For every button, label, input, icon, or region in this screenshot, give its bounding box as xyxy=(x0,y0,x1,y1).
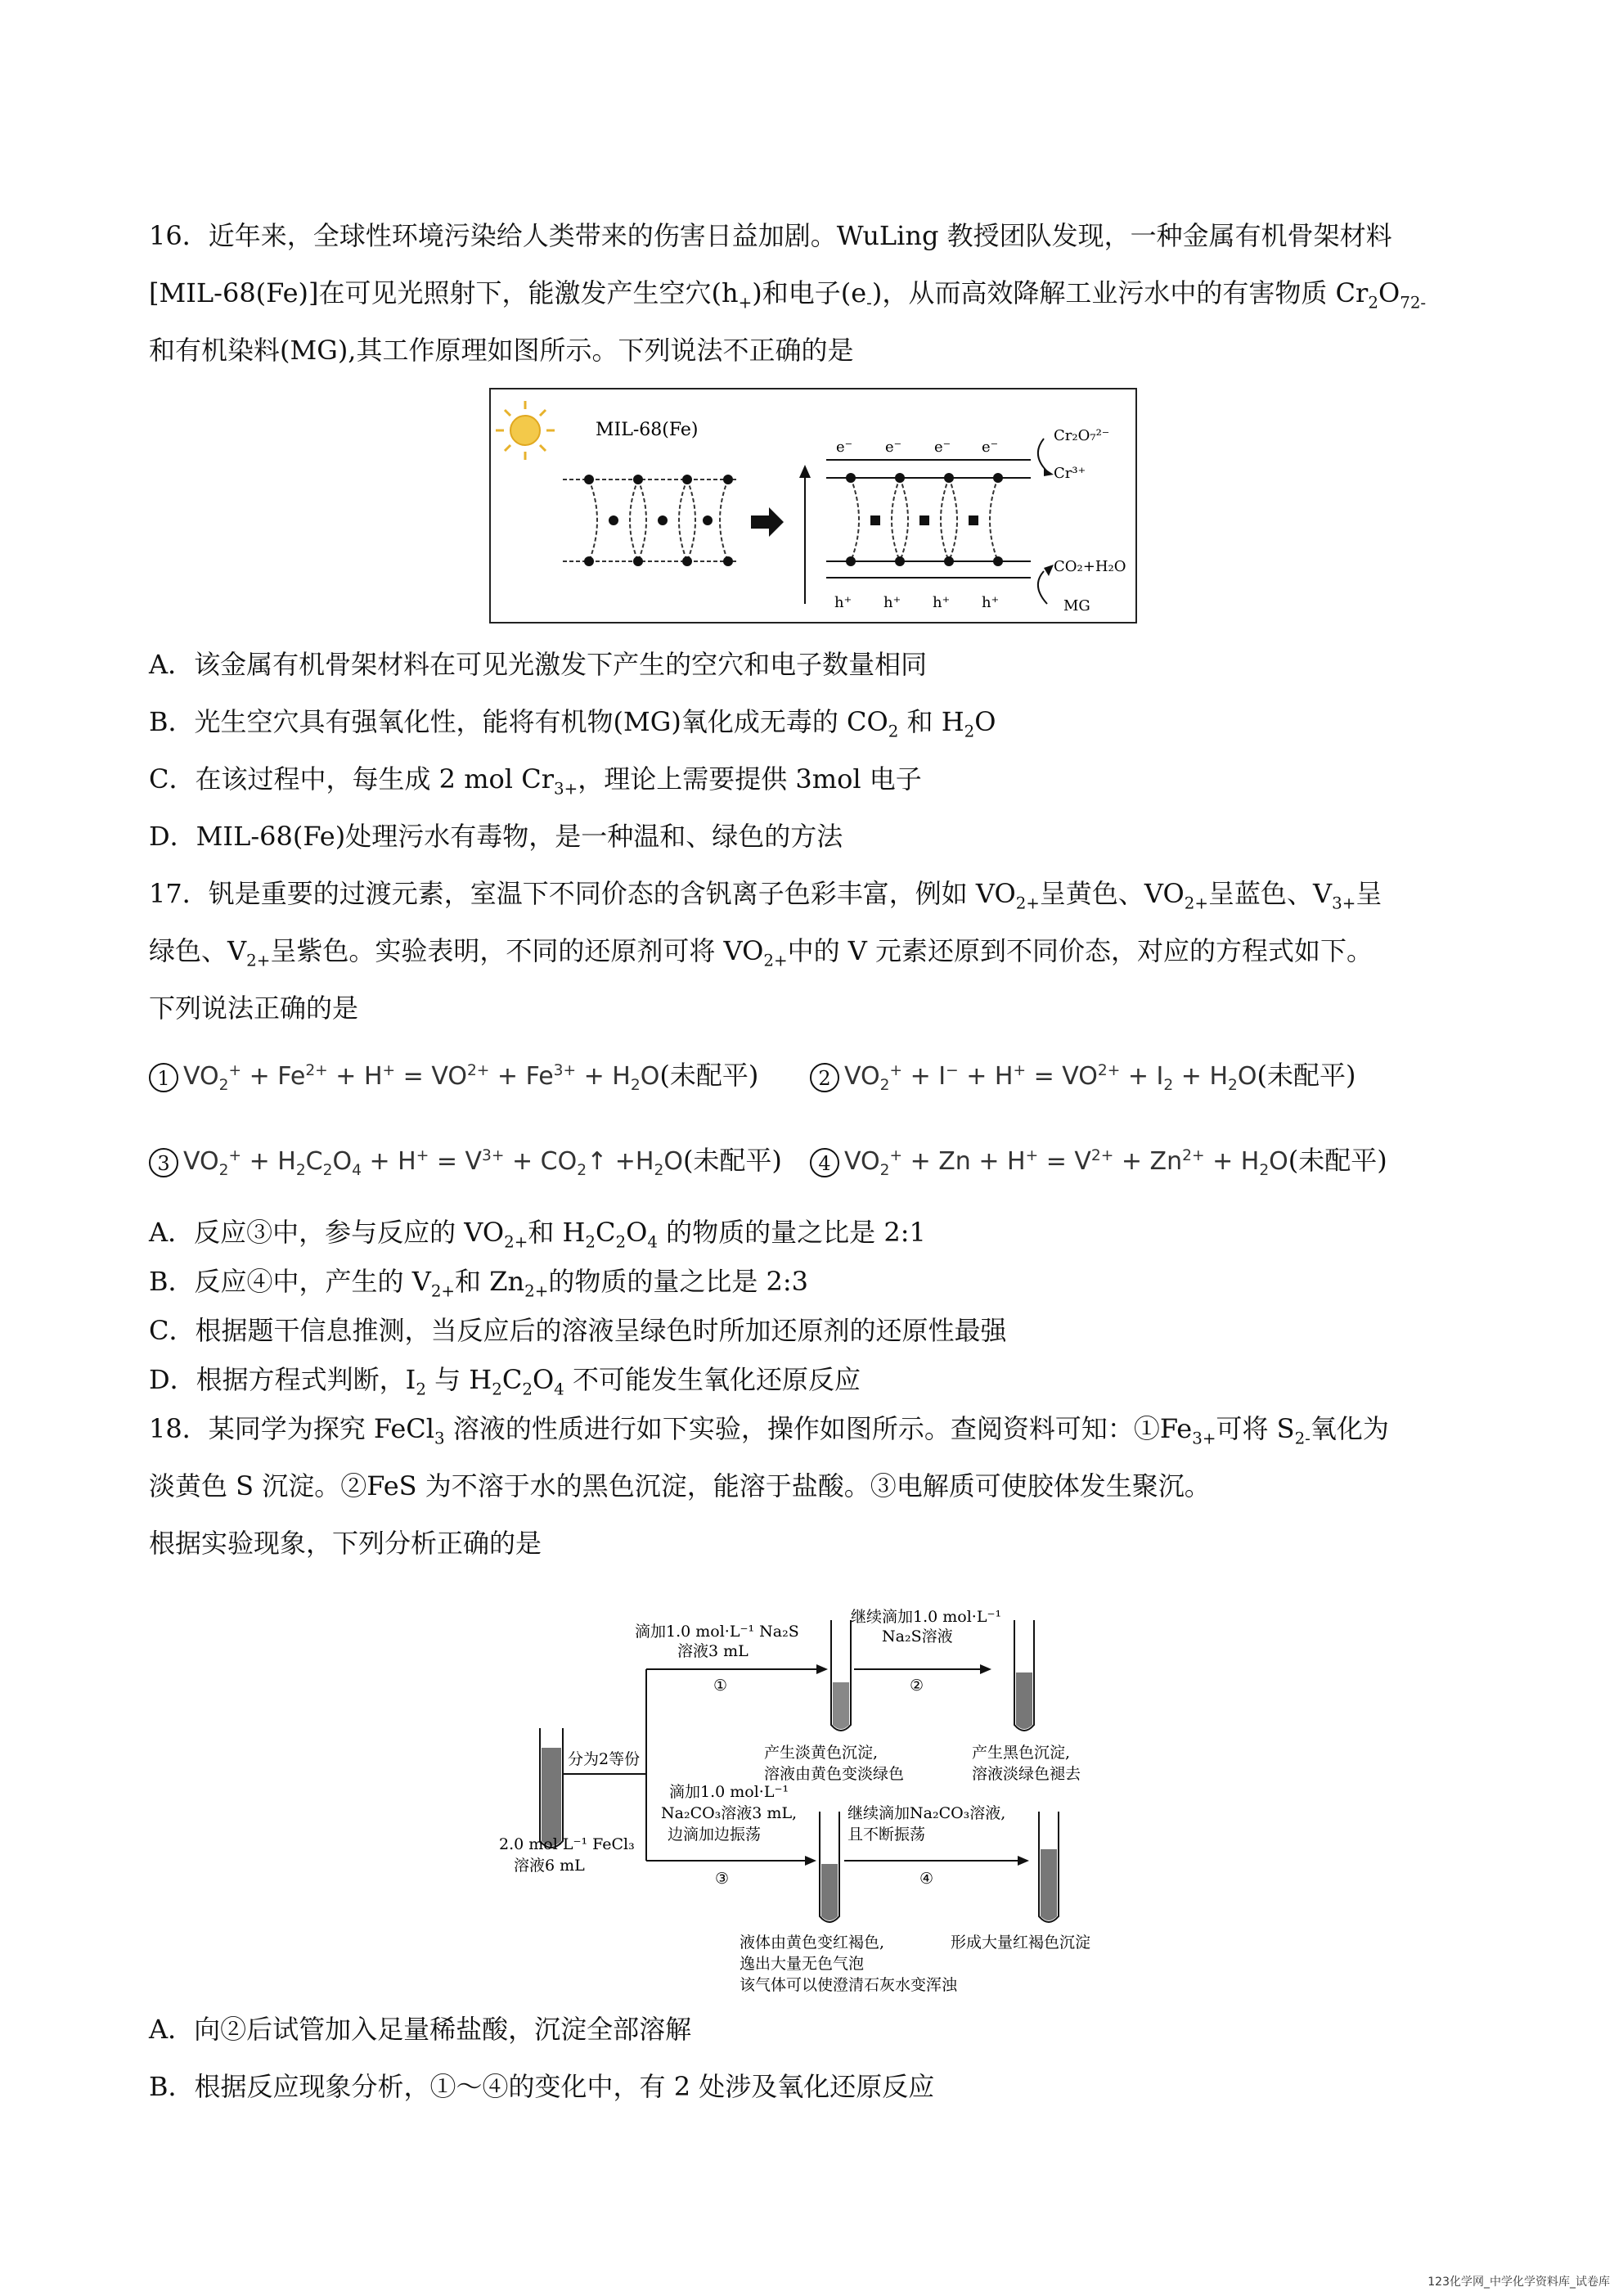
fecl3-experiment-figure xyxy=(494,1604,1140,1995)
test-tube-icon xyxy=(1039,1812,1059,1922)
q18-option-a[interactable]: A．向②后试管加入足量稀盐酸，沉淀全部溶解 xyxy=(149,2014,692,2045)
step2-number: ② xyxy=(910,1677,924,1695)
q18-stem-line1: 18．某同学为探究 FeCl$_3$ 溶液的性质进行如下实验，操作如图所示。查阅资料可知：$①Fe_{3+}$可将 $S_{2-}$氧化为 xyxy=(149,1413,1389,1448)
hole-label: h⁺ xyxy=(933,594,951,611)
split-label: 分为2等份 xyxy=(568,1750,641,1768)
electron-label: e⁻ xyxy=(836,439,853,456)
step4-reagent: 继续滴加Na₂CO₃溶液, xyxy=(847,1804,1006,1822)
step3-note: 边滴加边振荡 xyxy=(668,1826,762,1844)
step2-solution: Na₂S溶液 xyxy=(882,1627,953,1645)
q17-option-b[interactable]: B．反应④中，产生的 $V_{2+}$和 $Zn_{2+}$的物质的量之比是 2:3 xyxy=(149,1266,808,1301)
result2-line2: 溶液淡绿色褪去 xyxy=(972,1765,1081,1783)
q17-stem-line1: 17．钒是重要的过渡元素，室温下不同价态的含钒离子色彩丰富，例如 $VO_{2+}$呈黄色、$VO_{2+}$呈蓝色、$V_{3+}$呈 xyxy=(149,878,1382,913)
q18-option-b[interactable]: B．根据反应现象分析，①～④的变化中，有 2 处涉及氧化还原反应 xyxy=(149,2071,935,2102)
equation-3: 3 $VO_2^+ + H_2C_2O_4 + H^+ = V^{3+}$ + $CO_2↑ +H_2O$(未配平) xyxy=(149,1142,782,1180)
result1-line2: 溶液由黄色变淡绿色 xyxy=(764,1765,905,1783)
test-tube-icon xyxy=(1014,1620,1034,1731)
electron-label: e⁻ xyxy=(982,439,999,456)
q17-option-a[interactable]: A．反应③中，参与反应的 $VO_{2+}$和 $H_2C_2O_4$ 的物质的量之比是 2:1 xyxy=(149,1217,926,1252)
q17-stem-line2: 绿色、$V_{2+}$呈紫色。实验表明，不同的还原剂可将 $VO_{2+}$中的 V 元素还原到不同价态，对应的方程式如下。 xyxy=(149,935,1373,970)
q16-option-c[interactable]: C．在该过程中，每生成 2 mol $Cr_{3+}$，理论上需要提供 3mol 电子 xyxy=(149,763,922,799)
step2-reagent: 继续滴加1.0 mol·L⁻¹ xyxy=(851,1608,1002,1626)
q18-stem-line3: 根据实验现象，下列分析正确的是 xyxy=(149,1528,542,1559)
mg-label: MG xyxy=(1063,597,1090,615)
equation-number: 4 xyxy=(810,1148,839,1177)
electron-label: e⁻ xyxy=(885,439,902,456)
step1-volume: 溶液3 mL xyxy=(677,1642,749,1660)
q17-stem-line3: 下列说法正确的是 xyxy=(149,993,359,1024)
result2-line1: 产生黑色沉淀, xyxy=(972,1744,1071,1762)
q18-stem-line2: 淡黄色 S 沉淀。②FeS 为不溶于水的黑色沉淀，能溶于盐酸。③电解质可使胶体发生聚沉。 xyxy=(149,1470,1211,1501)
equation-2: 2 $VO_2^+ + I^- + H^+ = VO^{2+} + I_2 + H_2O$(未配平) xyxy=(810,1057,1355,1095)
q17-option-c[interactable]: C．根据题干信息推测，当反应后的溶液呈绿色时所加还原剂的还原性最强 xyxy=(149,1315,1007,1346)
step3-reagent: 滴加1.0 mol·L⁻¹ xyxy=(669,1783,789,1801)
step4-note: 且不断振荡 xyxy=(847,1826,926,1844)
mil68-mechanism-figure xyxy=(489,388,1137,624)
equation-1: 1 $VO_2^+ + Fe^{2+} + H^+ = VO^{2+} + Fe^{3+} + H_2O$(未配平) xyxy=(149,1057,758,1095)
result3-line1: 液体由黄色变红褐色, xyxy=(740,1934,885,1952)
equation-number: 3 xyxy=(149,1148,178,1177)
electron-label: e⁻ xyxy=(934,439,951,456)
step4-number: ④ xyxy=(919,1870,934,1888)
result3-line2: 逸出大量无色气泡 xyxy=(740,1955,865,1973)
cr2o7-label: Cr₂O₇²⁻ xyxy=(1054,427,1110,444)
test-tube-icon xyxy=(831,1620,851,1731)
step1-number: ① xyxy=(713,1677,728,1695)
start-solution-volume: 溶液6 mL xyxy=(514,1857,585,1875)
q16-option-d[interactable]: D．MIL-68(Fe)处理污水有毒物，是一种温和、绿色的方法 xyxy=(149,821,843,852)
equation-number: 1 xyxy=(149,1063,178,1092)
arrow-icon xyxy=(751,507,784,537)
cr3-label: Cr³⁺ xyxy=(1054,465,1086,482)
co2-h2o-label: CO₂+H₂O xyxy=(1054,558,1126,575)
material-label: MIL-68(Fe) xyxy=(596,420,699,440)
q16-option-b[interactable]: B．光生空穴具有强氧化性，能将有机物(MG)氧化成无毒的 $CO_2$ 和 $H_2O$ xyxy=(149,706,996,741)
sun-icon xyxy=(496,401,555,460)
q16-option-a[interactable]: A．该金属有机骨架材料在可见光激发下产生的空穴和电子数量相同 xyxy=(149,649,928,680)
q16-stem-line2: [MIL-68(Fe)]在可见光照射下，能激发产生空穴$(h_+)$和电子$(e_-)$，从而高效降解工业污水中的有害物质 $Cr_2O_{72-}$ xyxy=(149,277,1427,313)
hole-label: h⁺ xyxy=(982,594,1000,611)
footer-watermark: 123化学网_中学化学资料库_试卷库 xyxy=(1427,2276,1610,2289)
test-tube-icon xyxy=(540,1728,563,1848)
test-tube-icon xyxy=(820,1812,839,1922)
start-solution-conc: 2.0 mol·L⁻¹ FeCl₃ xyxy=(499,1835,635,1853)
result3-line3: 该气体可以使澄清石灰水变浑浊 xyxy=(740,1976,958,1994)
step3-number: ③ xyxy=(715,1870,730,1888)
equation-number: 2 xyxy=(810,1063,839,1092)
q17-option-d[interactable]: D．根据方程式判断，$I_2$ 与 $H_2C_2O_4$ 不可能发生氧化还原反应 xyxy=(149,1364,861,1399)
result1-line1: 产生淡黄色沉淀, xyxy=(764,1744,879,1762)
q16-stem-line1: 16．近年来，全球性环境污染给人类带来的伤害日益加剧。WuLing 教授团队发现，一种金属有机骨架材料 xyxy=(149,220,1392,251)
step1-reagent: 滴加1.0 mol·L⁻¹ Na₂S xyxy=(635,1623,799,1641)
equation-4: 4 $VO_2^+ + Zn + H^+ = V^{2+} + Zn^{2+} + H_2O$(未配平) xyxy=(810,1142,1387,1180)
result4-line1: 形成大量红褐色沉淀 xyxy=(951,1934,1091,1952)
step3-volume: Na₂CO₃溶液3 mL, xyxy=(661,1804,798,1822)
q16-stem-line3: 和有机染料(MG),其工作原理如图所示。下列说法不正确的是 xyxy=(149,335,854,366)
hole-label: h⁺ xyxy=(834,594,852,611)
hole-label: h⁺ xyxy=(883,594,901,611)
